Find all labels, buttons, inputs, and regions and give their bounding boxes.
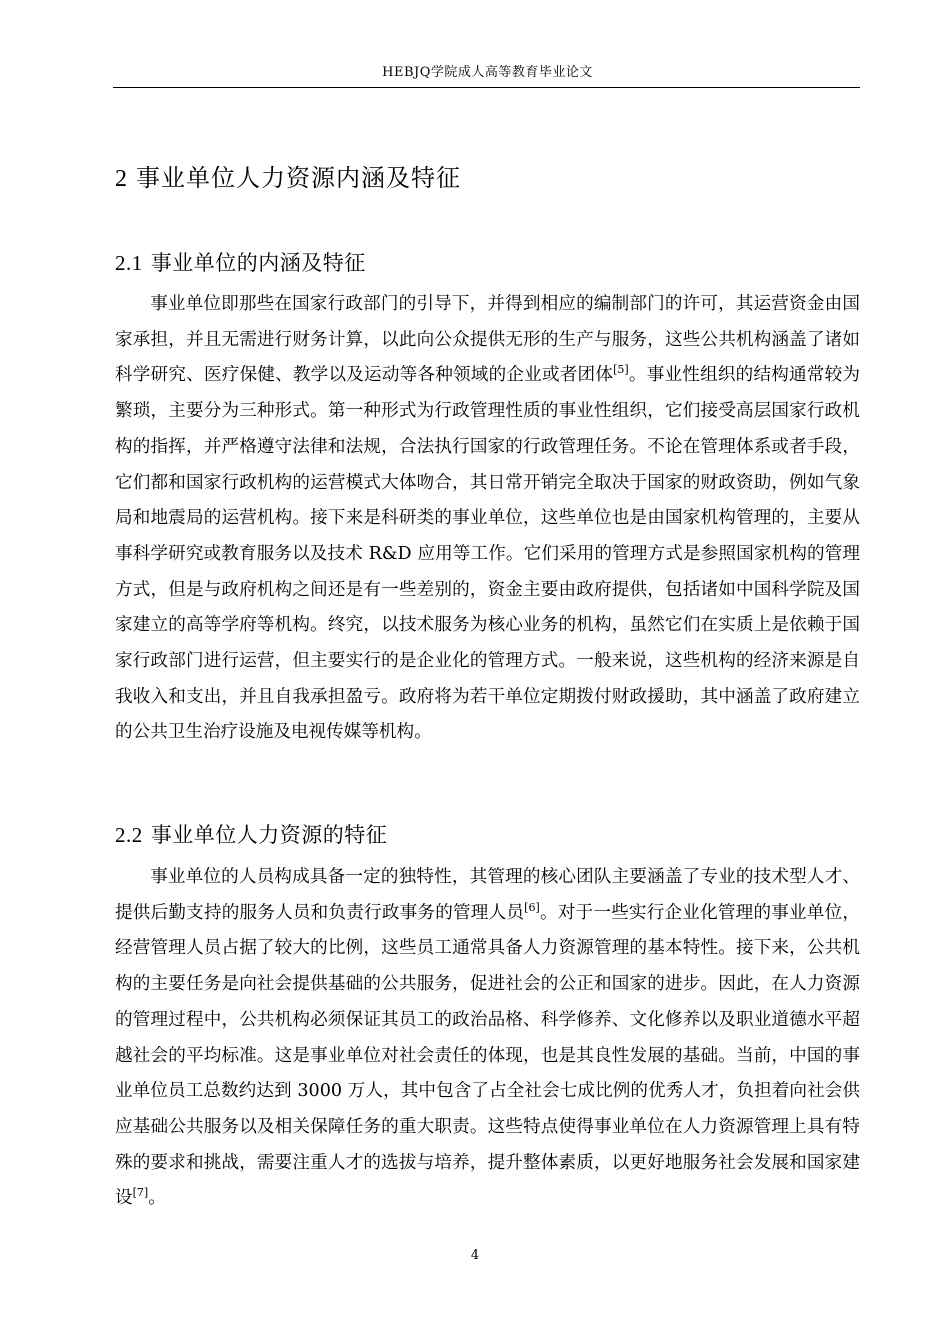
citation: [5] (613, 363, 629, 377)
citation: [6] (524, 900, 540, 914)
paragraph-text: 事业单位的人员构成具备一定的独特性，其管理的核心团队主要涵盖了专业的技术型人才、提供后勤支持的服务人员和负责行政事务的管理人员 (115, 867, 860, 923)
paragraph-text: 。事业性组织的结构通常较为繁琐，主要分为三种形式。第一种形式为行政管理性质的事业性组织，它们接受高层国家行政机构的指挥，并严格遵守法律和法规，合法执行国家的行政管理任务。不论在管理体系或者手段，它们都和国家行政机构的运营模式大体吻合，其日常开销完全取决于国家的财政资助，例如气象局和地震局的运营机构。接下来是科研类的事业单位，这些单位也是由国家机构管理的，主要从事科学研究或教育服务以及技术 R&D 应用等工作。它们采用的管理方式是参照国家机构的管理方式，但是与政府机构之间还是有一些差别的，资金主要由政府提供，包括诸如中国科学院及国家建立的高等学府等机构。终究，以技术服务为核心业务的机构，虽然它们在实质上是依赖于国家行政部门进行运营，但主要实行的是企业化的管理方式。一般来说，这些机构的经济来源是自我收入和支出，并且自我承担盈亏。政府将为若干单位定期拨付财政援助，其中涵盖了政府建立的公共卫生治疗设施及电视传媒等机构。 (115, 365, 860, 743)
section-2-1-paragraph (115, 287, 860, 751)
section-number: 2.2 (115, 823, 143, 847)
chapter-number: 2 (115, 166, 128, 192)
section-heading-2-1 (115, 246, 366, 280)
section-heading-2-2 (115, 818, 387, 852)
paragraph-text: 。对于一些实行企业化管理的事业单位，经营管理人员占据了较大的比例，这些员工通常具备人力资源管理的基本特性。接下来，公共机构的主要任务是向社会提供基础的公共服务，促进社会的公正和国家的进步。因此，在人力资源的管理过程中，公共机构必须保证其员工的政治品格、科学修养、文化修养以及职业道德水平超越社会的平均标准。这是事业单位对社会责任的体现，也是其良性发展的基础。当前，中国的事业单位员工总数约达到 3000 万人，其中包含了占全社会七成比例的优秀人才，负担着向社会供应基础公共服务以及相关保障任务的重大职责。这些特点使得事业单位在人力资源管理上具有特殊的要求和挑战，需要注重人才的选拔与培养，提升整体素质，以更好地服务社会发展和国家建设 (115, 902, 860, 1209)
running-header: HEBJQ学院成人高等教育毕业论文 (382, 65, 593, 80)
header-rule (113, 87, 860, 88)
section-title: 事业单位人力资源的特征 (150, 823, 388, 847)
section-2-2-paragraph (115, 860, 860, 1217)
citation: [7] (132, 1186, 149, 1200)
paragraph-text: 。 (148, 1188, 166, 1209)
chapter-title: 事业单位人力资源内涵及特征 (136, 164, 461, 192)
section-number: 2.1 (115, 251, 143, 275)
paragraph-text: 事业单位即那些在国家行政部门的引导下，并得到相应的编制部门的许可，其运营资金由国家承担，并且无需进行财务计算，以此向公众提供无形的生产与服务，这些公共机构涵盖了诸如科学研究、医疗保健、教学以及运动等各种领域的企业或者团体 (115, 294, 860, 386)
section-title: 事业单位的内涵及特征 (150, 251, 366, 275)
page-number: 4 (470, 1248, 480, 1263)
chapter-heading (115, 158, 461, 199)
